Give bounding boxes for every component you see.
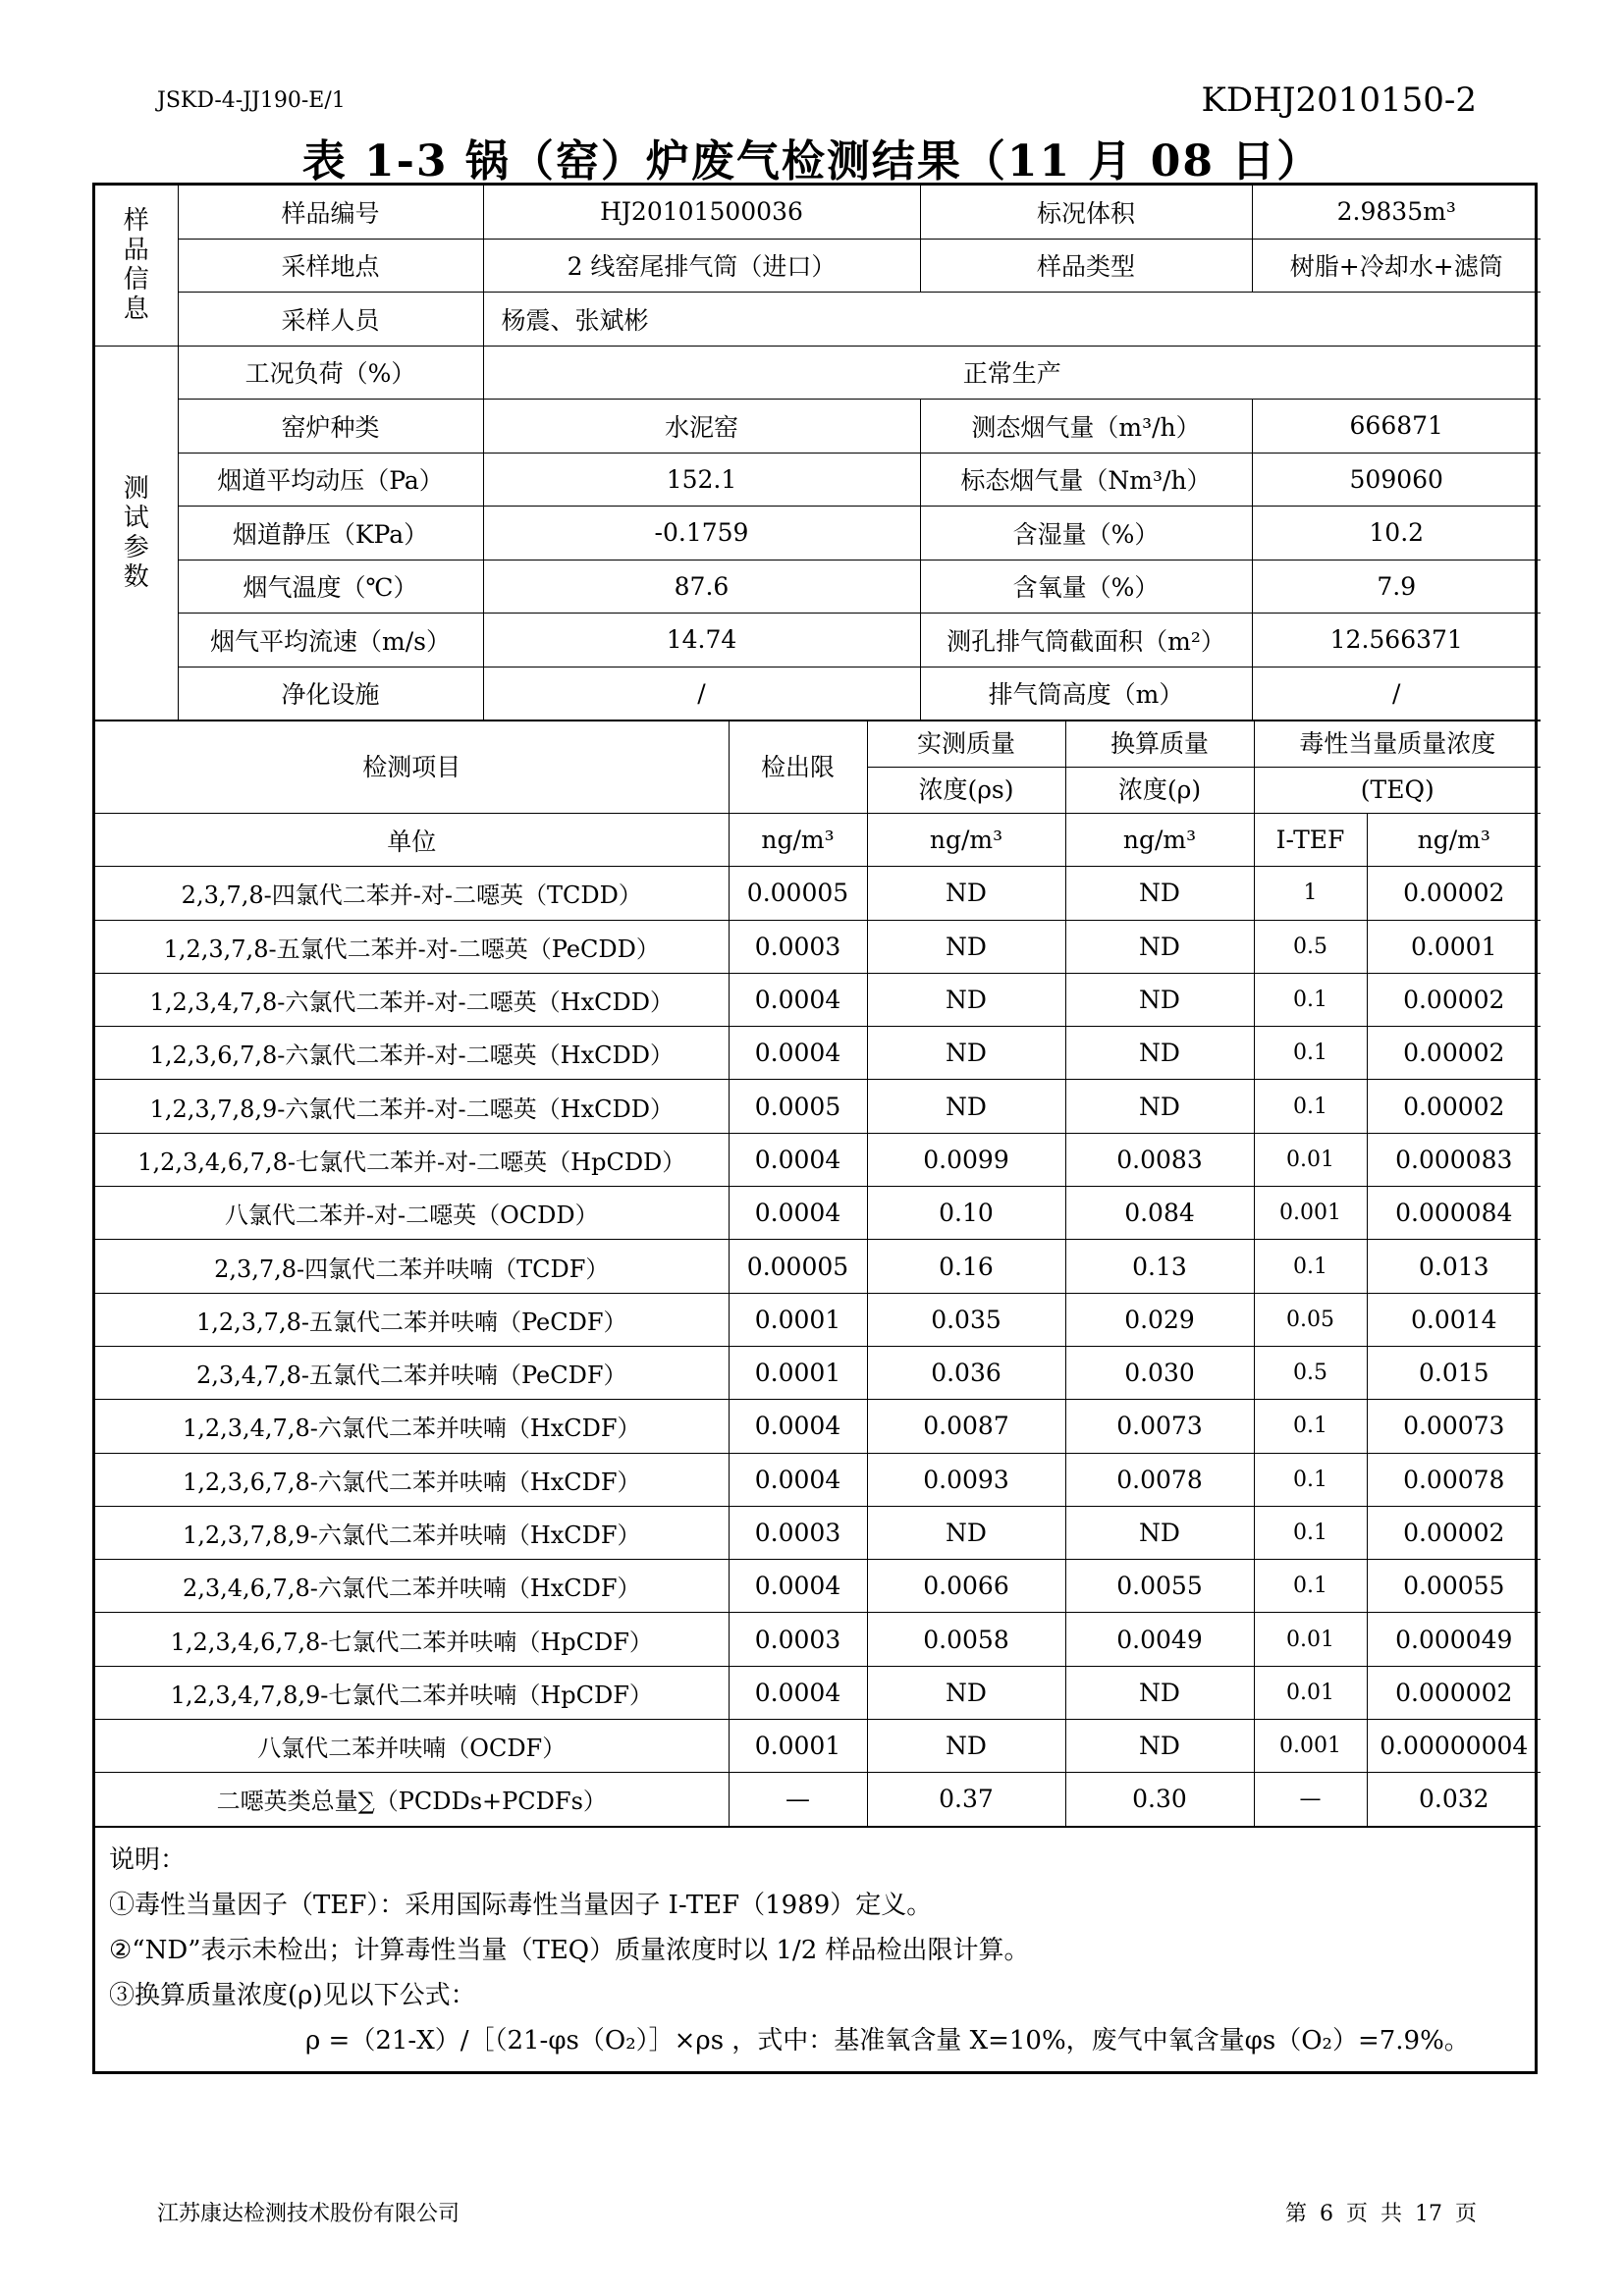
report-number: KDHJ2010150-2 (1201, 80, 1477, 120)
cell-measured: 0.0087 (867, 1400, 1065, 1453)
table-row (95, 1080, 1541, 1133)
load-value: 正常生产 (483, 346, 1541, 400)
cell-limit: 0.0003 (729, 1506, 867, 1559)
cell-name: 1,2,3,6,7,8-六氯代二苯并呋喃（HxCDF） (95, 1453, 729, 1506)
cell-converted: 0.030 (1065, 1346, 1254, 1399)
cell-name: 1,2,3,7,8,9-六氯代二苯并呋喃（HxCDF） (95, 1506, 729, 1559)
total-measured: 0.37 (867, 1773, 1065, 1826)
cell-limit: 0.00005 (729, 867, 867, 920)
cell-measured: 0.0099 (867, 1133, 1065, 1186)
cell-teq: 0.000049 (1367, 1613, 1541, 1666)
cell-measured: 0.0066 (867, 1560, 1065, 1613)
table-row (95, 1240, 1541, 1293)
area-value: 12.566371 (1252, 614, 1541, 667)
table-row (95, 920, 1541, 973)
cell-teq: 0.015 (1367, 1346, 1541, 1399)
sample-info-table (95, 186, 1541, 721)
cell-converted: ND (1065, 973, 1254, 1026)
table-row (95, 1613, 1541, 1666)
cell-teq: 0.00055 (1367, 1560, 1541, 1613)
cell-name: 2,3,7,8-四氯代二苯并-对-二噁英（TCDD） (95, 867, 729, 920)
cell-teq: 0.00002 (1367, 973, 1541, 1026)
test-params-group-label: 测 试 参 数 (95, 346, 178, 721)
cell-limit: 0.0004 (729, 1027, 867, 1080)
cell-tef: 0.1 (1254, 1400, 1367, 1453)
cell-measured: 0.036 (867, 1346, 1065, 1399)
kiln-value: 水泥窑 (483, 400, 920, 454)
cell-teq: 0.00002 (1367, 1027, 1541, 1080)
table-row (95, 1453, 1541, 1506)
table-row (95, 1400, 1541, 1453)
location-label: 采样地点 (178, 239, 483, 293)
stack-height-value: / (1252, 667, 1541, 721)
sample-type-value: 树脂+冷却水+滤筒 (1252, 239, 1541, 293)
cell-teq: 0.000084 (1367, 1187, 1541, 1240)
cell-name: 1,2,3,7,8,9-六氯代二苯并-对-二噁英（HxCDD） (95, 1080, 729, 1133)
cell-teq: 0.000002 (1367, 1666, 1541, 1719)
cell-name: 1,2,3,7,8-五氯代二苯并-对-二噁英（PeCDD） (95, 920, 729, 973)
table-row (95, 1720, 1541, 1773)
notes-heading: 说明： (109, 1844, 187, 1875)
cell-teq: 0.00000004 (1367, 1720, 1541, 1773)
cell-converted: 0.0078 (1065, 1453, 1254, 1506)
cell-limit: 0.0005 (729, 1080, 867, 1133)
cell-tef: 0.1 (1254, 1560, 1367, 1613)
total-name: 二噁英类总量∑（PCDDs+PCDFs） (95, 1773, 729, 1826)
cell-name: 1,2,3,4,6,7,8-七氯代二苯并-对-二噁英（HpCDD） (95, 1133, 729, 1186)
cell-tef: 0.01 (1254, 1666, 1367, 1719)
cell-converted: 0.029 (1065, 1293, 1254, 1346)
cell-limit: 0.0004 (729, 973, 867, 1026)
std-volume-label: 标况体积 (920, 186, 1252, 239)
total-tef: — (1254, 1773, 1367, 1826)
dyn-pressure-value: 152.1 (483, 453, 920, 507)
table-row (95, 973, 1541, 1026)
cell-teq: 0.013 (1367, 1240, 1541, 1293)
cell-name: 八氯代二苯并呋喃（OCDF） (95, 1720, 729, 1773)
moisture-value: 10.2 (1252, 507, 1541, 561)
unit-limit: ng/m³ (729, 814, 867, 867)
cell-limit: 0.0004 (729, 1453, 867, 1506)
cell-name: 八氯代二苯并-对-二噁英（OCDD） (95, 1187, 729, 1240)
table-row (95, 1666, 1541, 1719)
cell-converted: 0.084 (1065, 1187, 1254, 1240)
cell-name: 2,3,7,8-四氯代二苯并呋喃（TCDF） (95, 1240, 729, 1293)
purifier-label: 净化设施 (178, 667, 483, 721)
cell-teq: 0.00002 (1367, 1506, 1541, 1559)
cell-measured: ND (867, 973, 1065, 1026)
unit-measured: ng/m³ (867, 814, 1065, 867)
flow-std-value: 509060 (1252, 453, 1541, 507)
cell-measured: 0.16 (867, 1240, 1065, 1293)
cell-name: 1,2,3,4,6,7,8-七氯代二苯并呋喃（HpCDF） (95, 1613, 729, 1666)
std-volume-value: 2.9835m³ (1252, 186, 1541, 239)
cell-converted: 0.0073 (1065, 1400, 1254, 1453)
flow-actual-value: 666871 (1252, 400, 1541, 454)
cell-converted: ND (1065, 1720, 1254, 1773)
cell-name: 2,3,4,6,7,8-六氯代二苯并呋喃（HxCDF） (95, 1560, 729, 1613)
static-pressure-value: -0.1759 (483, 507, 920, 561)
cell-measured: ND (867, 1080, 1065, 1133)
table-row (95, 1027, 1541, 1080)
dioxin-results-table (95, 721, 1541, 1827)
cell-measured: 0.10 (867, 1187, 1065, 1240)
cell-converted: ND (1065, 920, 1254, 973)
cell-limit: 0.0004 (729, 1560, 867, 1613)
cell-limit: 0.0004 (729, 1133, 867, 1186)
cell-tef: 0.1 (1254, 1027, 1367, 1080)
sample-no-label: 样品编号 (178, 186, 483, 239)
cell-measured: ND (867, 1666, 1065, 1719)
cell-measured: ND (867, 1027, 1065, 1080)
cell-name: 1,2,3,6,7,8-六氯代二苯并-对-二噁英（HxCDD） (95, 1027, 729, 1080)
cell-teq: 0.000083 (1367, 1133, 1541, 1186)
velocity-label: 烟气平均流速（m/s） (178, 614, 483, 667)
cell-tef: 0.1 (1254, 1453, 1367, 1506)
flow-actual-label: 测态烟气量（m³/h） (920, 400, 1252, 454)
table-row (95, 1560, 1541, 1613)
cell-limit: 0.0004 (729, 1187, 867, 1240)
load-label: 工况负荷（%） (178, 346, 483, 400)
document-code: JSKD-4-JJ190-E/1 (157, 88, 346, 113)
col-measured-header: 实测质量 (867, 721, 1065, 768)
col-converted-header: 换算质量 (1065, 721, 1254, 768)
moisture-label: 含湿量（%） (920, 507, 1252, 561)
cell-tef: 0.1 (1254, 1506, 1367, 1559)
cell-measured: ND (867, 867, 1065, 920)
cell-measured: ND (867, 920, 1065, 973)
cell-teq: 0.00002 (1367, 1080, 1541, 1133)
cell-teq: 0.0014 (1367, 1293, 1541, 1346)
cell-limit: 0.0001 (729, 1293, 867, 1346)
notes-section (95, 1827, 1535, 2071)
static-pressure-label: 烟道静压（KPa） (178, 507, 483, 561)
cell-teq: 0.00078 (1367, 1453, 1541, 1506)
cell-name: 1,2,3,4,7,8-六氯代二苯并呋喃（HxCDF） (95, 1400, 729, 1453)
col-converted-header-2: 浓度(ρ) (1065, 768, 1254, 814)
cell-tef: 0.01 (1254, 1613, 1367, 1666)
cell-measured: 0.0093 (867, 1453, 1065, 1506)
purifier-value: / (483, 667, 920, 721)
cell-converted: 0.0055 (1065, 1560, 1254, 1613)
temp-value: 87.6 (483, 560, 920, 614)
cell-tef: 1 (1254, 867, 1367, 920)
col-measured-header-2: 浓度(ρs) (867, 768, 1065, 814)
cell-tef: 0.1 (1254, 1080, 1367, 1133)
sample-type-label: 样品类型 (920, 239, 1252, 293)
cell-limit: 0.00005 (729, 1240, 867, 1293)
cell-measured: ND (867, 1506, 1065, 1559)
oxygen-label: 含氧量（%） (920, 560, 1252, 614)
sampler-value: 杨震、张斌彬 (483, 293, 1541, 347)
col-teq-header-2: (TEQ) (1254, 768, 1541, 814)
col-item-header: 检测项目 (95, 721, 729, 814)
flow-std-label: 标态烟气量（Nm³/h） (920, 453, 1252, 507)
page-number: 第 6 页 共 17 页 (1285, 2202, 1477, 2226)
cell-measured: 0.035 (867, 1293, 1065, 1346)
table-row (95, 1506, 1541, 1559)
cell-name: 2,3,4,7,8-五氯代二苯并呋喃（PeCDF） (95, 1346, 729, 1399)
cell-tef: 0.05 (1254, 1293, 1367, 1346)
unit-tef: I-TEF (1254, 814, 1367, 867)
unit-label: 单位 (95, 814, 729, 867)
cell-limit: 0.0001 (729, 1346, 867, 1399)
total-converted: 0.30 (1065, 1773, 1254, 1826)
cell-name: 1,2,3,4,7,8,9-七氯代二苯并呋喃（HpCDF） (95, 1666, 729, 1719)
unit-converted: ng/m³ (1065, 814, 1254, 867)
temp-label: 烟气温度（℃） (178, 560, 483, 614)
cell-limit: 0.0003 (729, 1613, 867, 1666)
dyn-pressure-label: 烟道平均动压（Pa） (178, 453, 483, 507)
col-teq-header: 毒性当量质量浓度 (1254, 721, 1541, 768)
cell-teq: 0.00002 (1367, 867, 1541, 920)
table-row (95, 1293, 1541, 1346)
cell-name: 1,2,3,7,8-五氯代二苯并呋喃（PeCDF） (95, 1293, 729, 1346)
cell-converted: 0.0049 (1065, 1613, 1254, 1666)
cell-teq: 0.0001 (1367, 920, 1541, 973)
cell-converted: ND (1065, 1080, 1254, 1133)
cell-tef: 0.1 (1254, 973, 1367, 1026)
cell-converted: ND (1065, 1666, 1254, 1719)
location-value: 2 线窑尾排气筒（进口） (483, 239, 920, 293)
cell-tef: 0.5 (1254, 1346, 1367, 1399)
sample-info-group-label: 样 品 信 息 (95, 186, 178, 346)
oxygen-value: 7.9 (1252, 560, 1541, 614)
total-limit: — (729, 1773, 867, 1826)
sample-no-value: HJ20101500036 (483, 186, 920, 239)
cell-tef: 0.001 (1254, 1720, 1367, 1773)
note-formula: ρ =（21-X）/［（21-φs（O₂）］×ρs ，式中：基准氧含量 X=10%，废气中氧含量φs（O₂）=7.9%。 (305, 2025, 1470, 2056)
table-row (95, 1133, 1541, 1186)
cell-teq: 0.00073 (1367, 1400, 1541, 1453)
velocity-value: 14.74 (483, 614, 920, 667)
note-1: ①毒性当量因子（TEF）：采用国际毒性当量因子 I-TEF（1989）定义。 (109, 1890, 933, 1920)
col-limit-header: 检出限 (729, 721, 867, 814)
stack-height-label: 排气筒高度（m） (920, 667, 1252, 721)
cell-name: 1,2,3,4,7,8-六氯代二苯并-对-二噁英（HxCDD） (95, 973, 729, 1026)
cell-tef: 0.5 (1254, 920, 1367, 973)
company-name: 江苏康达检测技术股份有限公司 (157, 2202, 460, 2226)
cell-tef: 0.01 (1254, 1133, 1367, 1186)
note-2: ②“ND”表示未检出；计算毒性当量（TEQ）质量浓度时以 1/2 样品检出限计算。 (109, 1935, 1030, 1965)
result-table-frame (92, 183, 1538, 2074)
note-3: ③换算质量浓度(ρ)见以下公式： (109, 1980, 476, 2010)
cell-converted: 0.0083 (1065, 1133, 1254, 1186)
cell-tef: 0.001 (1254, 1187, 1367, 1240)
cell-limit: 0.0004 (729, 1666, 867, 1719)
table-row (95, 1187, 1541, 1240)
cell-converted: ND (1065, 1506, 1254, 1559)
kiln-label: 窑炉种类 (178, 400, 483, 454)
table-row (95, 867, 1541, 920)
cell-limit: 0.0003 (729, 920, 867, 973)
cell-converted: ND (1065, 867, 1254, 920)
sampler-label: 采样人员 (178, 293, 483, 347)
table-row (95, 1346, 1541, 1399)
cell-limit: 0.0001 (729, 1720, 867, 1773)
area-label: 测孔排气筒截面积（m²） (920, 614, 1252, 667)
cell-converted: 0.13 (1065, 1240, 1254, 1293)
cell-limit: 0.0004 (729, 1400, 867, 1453)
unit-teq: ng/m³ (1367, 814, 1541, 867)
cell-measured: ND (867, 1720, 1065, 1773)
page-title: 表 1-3 锅（窑）炉废气检测结果（11 月 08 日） (301, 136, 1323, 187)
total-teq: 0.032 (1367, 1773, 1541, 1826)
cell-measured: 0.0058 (867, 1613, 1065, 1666)
cell-converted: ND (1065, 1027, 1254, 1080)
cell-tef: 0.1 (1254, 1240, 1367, 1293)
